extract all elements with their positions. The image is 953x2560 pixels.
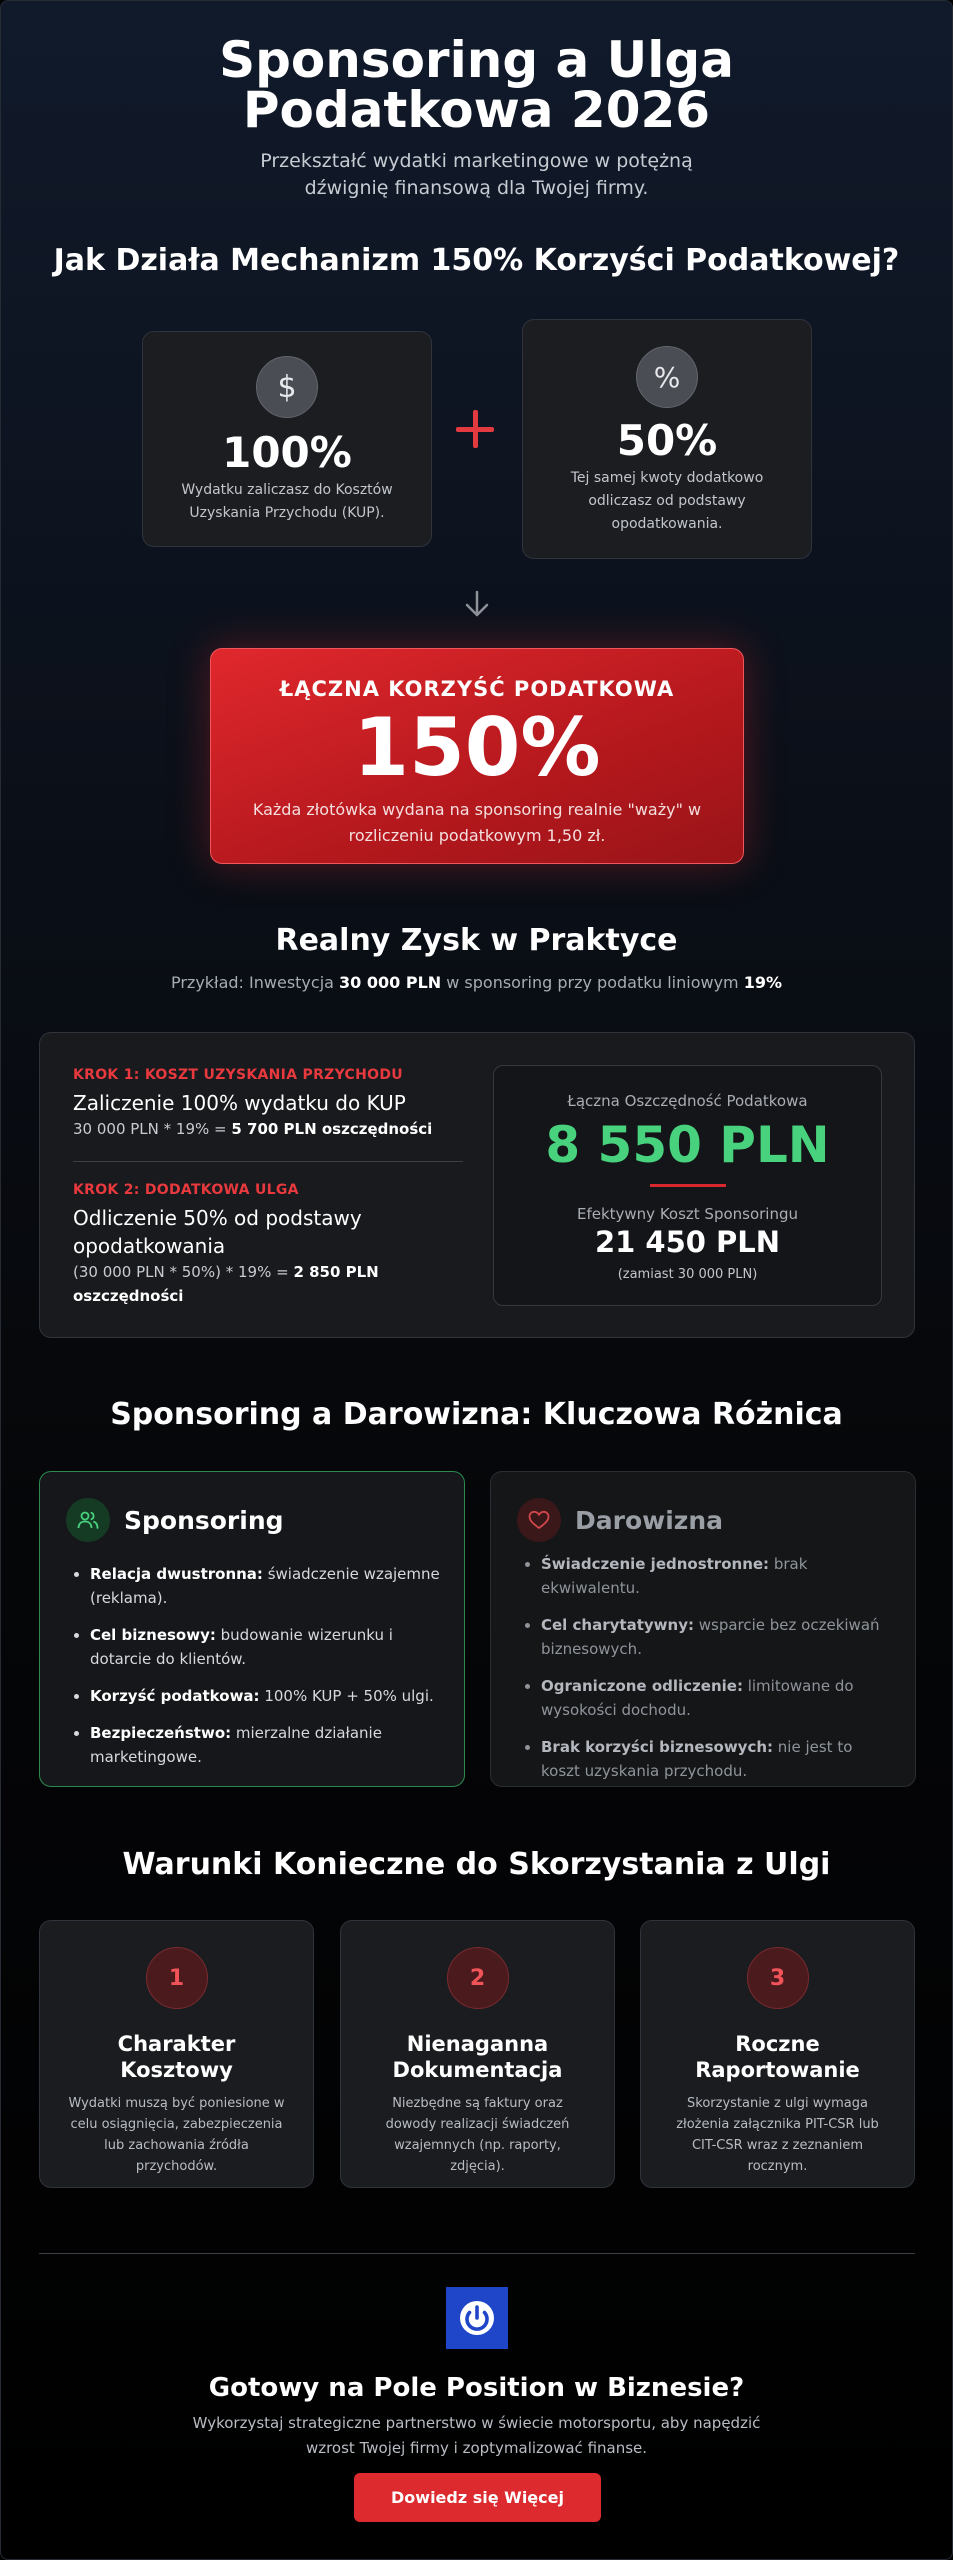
sponsoring-list [62,1562,442,1782]
example-title: Realny Zysk w Praktyce [275,923,678,958]
condition-desc-3: Skorzystanie z ulgi wymaga złożenia załącznika PIT-CSR lub CIT-CSR wraz z zeznaniem rocznym. [676,2096,879,2174]
condition-card-3 [640,1920,915,2188]
condition-card-2 [340,1920,615,2188]
heart-icon [517,1498,561,1542]
condition-card-1 [39,1920,314,2188]
relief-card [522,319,812,559]
step2-label: KROK 2: DODATKOWA ULGA [73,1182,299,1198]
step1-label: KROK 1: KOSZT UZYSKANIA PRZYCHODU [73,1067,403,1083]
summary-divider [650,1184,726,1187]
sponsoring-card [39,1471,465,1787]
condition-title-1: Charakter Kosztowy [117,2032,236,2082]
darowizna-list [513,1552,893,1796]
page-subtitle: Przekształć wydatki marketingowe w potężną dźwignię finansową dla Twojej firmy. [260,150,693,199]
darowizna-card [490,1471,916,1787]
darowizna-header [517,1498,723,1542]
step2-calc: (30 000 PLN * 50%) * 19% = 2 850 PLN oszczędności [73,1263,379,1305]
savings-label: Łączna Oszczędność Podatkowa [567,1092,808,1110]
total-benefit-label: ŁĄCZNA KORZYŚĆ PODATKOWA [279,677,675,701]
sponsoring-point-2: Cel biznesowy: budowanie wizerunku i dotarcie do klientów. [62,1623,442,1671]
arrow-down-icon [463,589,491,619]
footer-divider [39,2253,915,2254]
relief-value: 50% [616,416,718,465]
total-benefit-value: 150% [353,701,601,794]
darowizna-point-2: Cel charytatywny: wsparcie bez oczekiwań biznesowych. [513,1613,893,1661]
savings-value: 8 550 PLN [545,1116,830,1174]
conditions-title: Warunki Konieczne do Skorzystania z Ulgi [122,1847,831,1882]
dollar-icon: $ [256,356,318,418]
kup-desc: Wydatku zaliczasz do Kosztów Uzyskania Przychodu (KUP). [181,482,393,521]
relief-desc: Tej samej kwoty dodatkowo odliczasz od podstawy opodatkowania. [570,470,764,532]
sponsoring-header [66,1498,284,1542]
mechanism-title: Jak Działa Mechanizm 150% Korzyści Podatkowej? [53,243,900,278]
effective-cost-note: (zamiast 30 000 PLN) [617,1267,758,1282]
total-benefit-box [210,648,744,864]
page-title: Sponsoring a Ulga Podatkowa 2026 [219,31,734,139]
step1-calc: 30 000 PLN * 19% = 5 700 PLN oszczędności [73,1120,433,1138]
step-number-3: 3 [747,1947,809,2009]
step-number-2: 2 [447,1947,509,2009]
percent-icon: % [636,346,698,408]
sponsoring-point-1: Relacja dwustronna: świadczenie wzajemne (reklama). [62,1562,442,1610]
step2-title: Odliczenie 50% od podstawy opodatkowania [73,1206,362,1258]
sponsoring-title: Sponsoring [124,1505,284,1535]
step1-title: Zaliczenie 100% wydatku do KUP [73,1091,406,1115]
sponsoring-point-3: Korzyść podatkowa: 100% KUP + 50% ulgi. [62,1684,442,1708]
effective-cost-value: 21 450 PLN [594,1225,781,1259]
effective-cost-label: Efektywny Koszt Sponsoringu [576,1205,799,1223]
darowizna-point-4: Brak korzyści biznesowych: nie jest to koszt uzyskania przychodu. [513,1735,893,1783]
condition-title-2: Nienaganna Dokumentacja [392,2032,563,2082]
condition-desc-1: Wydatki muszą być poniesione w celu osiągnięcia, zabezpieczenia lub zachowania źródła przychodów. [68,2096,285,2174]
comparison-title: Sponsoring a Darowizna: Kluczowa Różnica [110,1397,843,1432]
total-benefit-desc: Każda złotówka wydana na sponsoring realnie "waży" w rozliczeniu podatkowym 1,50 zł. [252,800,702,845]
plus-icon [456,409,498,451]
steps-divider [73,1161,463,1162]
darowizna-title: Darowizna [575,1505,724,1535]
kup-card [142,331,432,547]
power-icon [446,2287,508,2349]
darowizna-point-3: Ograniczone odliczenie: limitowane do wysokości dochodu. [513,1674,893,1722]
sponsoring-point-4: Bezpieczeństwo: mierzalne działanie marketingowe. [62,1721,442,1769]
condition-title-3: Roczne Raportowanie [695,2032,860,2082]
cta-title: Gotowy na Pole Position w Biznesie? [208,2373,745,2403]
step-number-1: 1 [146,1947,208,2009]
learn-more-button[interactable]: Dowiedz się Więcej [354,2473,601,2522]
steps-column [73,1067,463,1308]
users-icon [66,1498,110,1542]
savings-summary [493,1065,882,1306]
darowizna-point-1: Świadczenie jednostronne: brak ekwiwalentu. [513,1552,893,1600]
example-text: Przykład: Inwestycja 30 000 PLN w sponsoring przy podatku liniowym 19% [170,973,783,992]
condition-desc-2: Niezbędne są faktury oraz dowody realizacji świadczeń wzajemnych (np. raporty, zdjęcia). [385,2096,570,2174]
kup-value: 100% [222,428,352,477]
cta-subtitle: Wykorzystaj strategiczne partnerstwo w świecie motorsportu, aby napędzić wzrost Twojej firmy i zoptymalizować finanse. [192,2414,761,2457]
